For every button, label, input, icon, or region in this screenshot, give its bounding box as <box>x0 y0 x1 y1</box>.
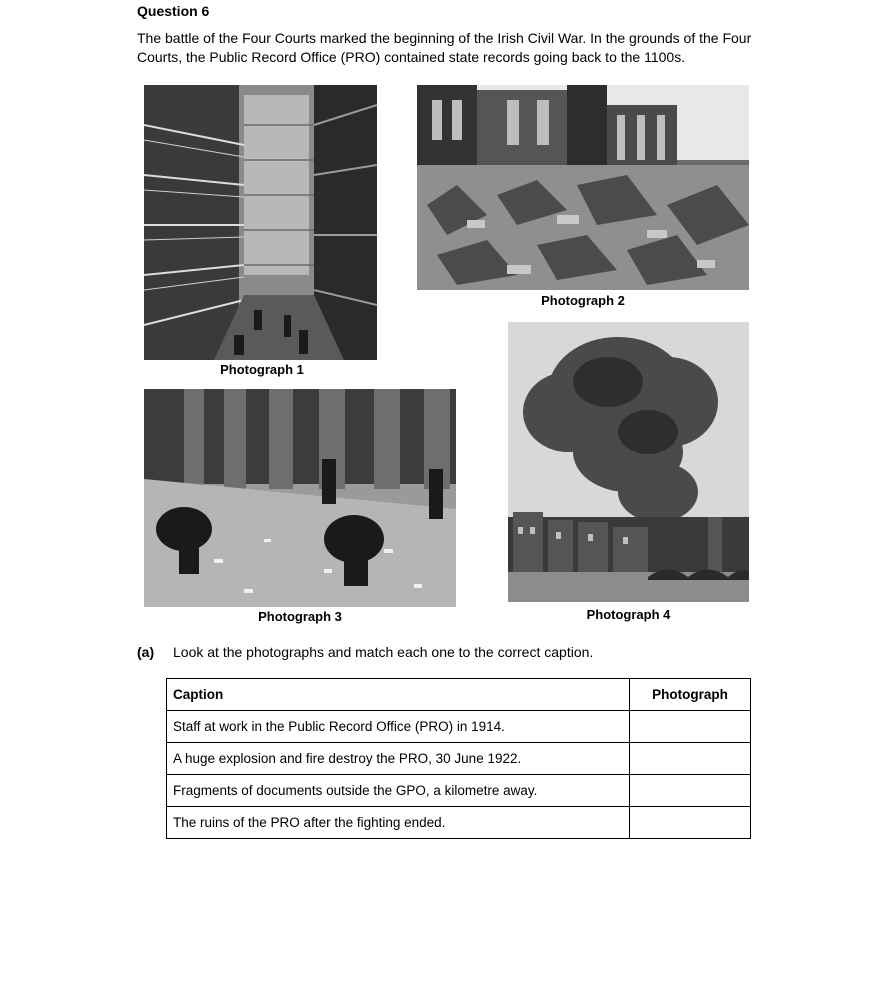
photograph-2-caption: Photograph 2 <box>541 293 625 308</box>
photograph-4-image <box>508 322 749 602</box>
caption-cell: A huge explosion and fire destroy the PRO, 30 June 1922. <box>167 743 630 775</box>
caption-cell: Staff at work in the Public Record Office (PRO) in 1914. <box>167 711 630 743</box>
photograph-2-image <box>417 85 749 290</box>
photograph-4-caption: Photograph 4 <box>586 607 671 622</box>
table-row <box>167 743 751 775</box>
photograph-3-caption: Photograph 3 <box>258 609 342 624</box>
caption-matching-table <box>166 678 751 839</box>
table-row <box>167 775 751 807</box>
photograph-1-image <box>144 85 377 360</box>
caption-cell: The ruins of the PRO after the fighting ended. <box>167 807 630 839</box>
table-row <box>167 711 751 743</box>
question-intro: The battle of the Four Courts marked the beginning of the Irish Civil War. In the grounds of the Four Courts, the Public Record Office (PRO) contained state records going back to the 1100s. <box>137 30 752 65</box>
caption-cell: Fragments of documents outside the GPO, a kilometre away. <box>167 775 630 807</box>
photograph-answer-cell[interactable] <box>630 711 751 743</box>
part-a-instruction <box>137 644 593 660</box>
question-title: Question 6 <box>137 3 210 19</box>
table-row <box>167 807 751 839</box>
photograph-answer-cell[interactable] <box>630 775 751 807</box>
part-a-text: Look at the photographs and match each one to the correct caption. <box>173 644 594 660</box>
part-a-label: (a) <box>137 644 155 660</box>
photograph-3-image <box>144 389 456 607</box>
caption-column-header: Caption <box>167 679 630 711</box>
photograph-answer-cell[interactable] <box>630 807 751 839</box>
photograph-column-header: Photograph <box>630 679 751 711</box>
photograph-answer-cell[interactable] <box>630 743 751 775</box>
table-header-row <box>167 679 751 711</box>
photograph-1-caption: Photograph 1 <box>220 362 304 377</box>
